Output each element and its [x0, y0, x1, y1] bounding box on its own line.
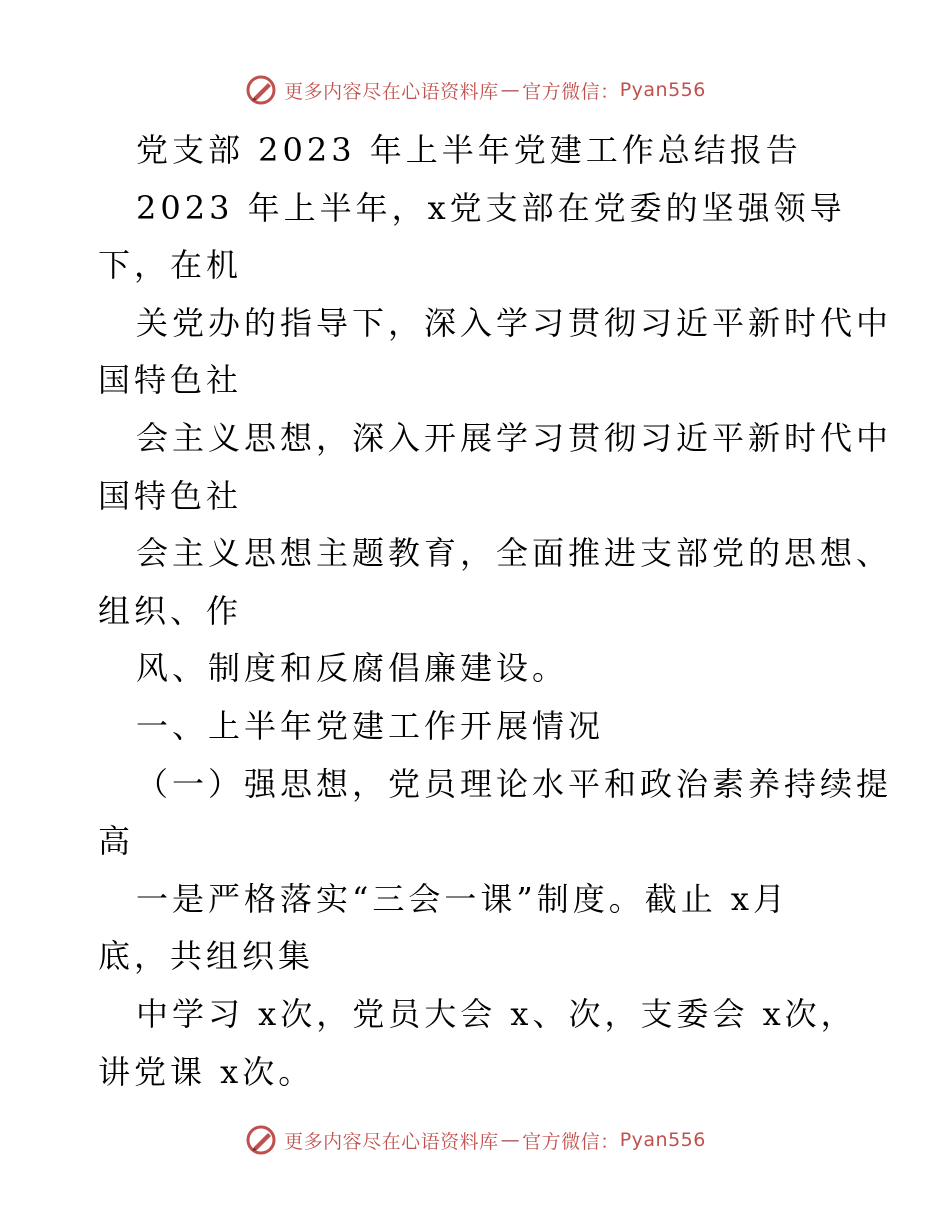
paragraph-line: 底，共组织集 — [98, 937, 315, 976]
pen-logo-icon — [244, 1123, 278, 1157]
paragraph-line: 下，在机 — [98, 246, 243, 285]
paragraph-line: 一、上半年党建工作开展情况 — [136, 706, 605, 745]
paragraph-line: 风、制度和反腐倡廉建设。 — [136, 649, 569, 688]
paragraph-line: 关党办的指导下，深入学习贯彻习近平新时代中 — [136, 303, 893, 342]
banner-separator: — — [500, 1129, 521, 1151]
paragraph-line: 组织、作 — [98, 591, 243, 630]
banner-wechat-id: Pyan556 — [619, 1129, 706, 1151]
banner-text: 更多内容尽在心语资料库 — [284, 1130, 499, 1153]
paragraph-line: 高 — [98, 822, 135, 861]
banner-text: 更多内容尽在心语资料库 — [284, 80, 499, 103]
paragraph-line: （一）强思想，党员理论水平和政治素养持续提 — [136, 764, 893, 803]
paragraph-line: 讲党课 x次。 — [98, 1052, 315, 1091]
paragraph-line: 会主义思想主题教育，全面推进支部党的思想、 — [136, 534, 893, 573]
paragraph-line: 2023 年上半年，x党支部在党委的坚强领导 — [136, 188, 846, 227]
header-watermark-banner — [0, 70, 950, 110]
paragraph-line: 中学习 x次，党员大会 x、次，支委会 x次， — [136, 994, 857, 1033]
paragraph-line: 国特色社 — [98, 476, 243, 515]
paragraph-line: 党支部 2023 年上半年党建工作总结报告 — [136, 131, 802, 169]
paragraph-line: 会主义思想，深入开展学习贯彻习近平新时代中 — [136, 418, 893, 457]
footer-watermark-banner — [0, 1120, 950, 1160]
banner-wechat-label: 官方微信： — [522, 1130, 620, 1153]
document-body — [98, 122, 893, 1101]
paragraph-line: 一是严格落实“三会一课”制度。截止 x月 — [136, 879, 789, 918]
banner-wechat-label: 官方微信： — [522, 80, 620, 103]
banner-separator: — — [500, 79, 521, 101]
banner-wechat-id: Pyan556 — [619, 79, 706, 101]
pen-logo-icon — [244, 73, 278, 107]
paragraph-line: 国特色社 — [98, 361, 243, 400]
